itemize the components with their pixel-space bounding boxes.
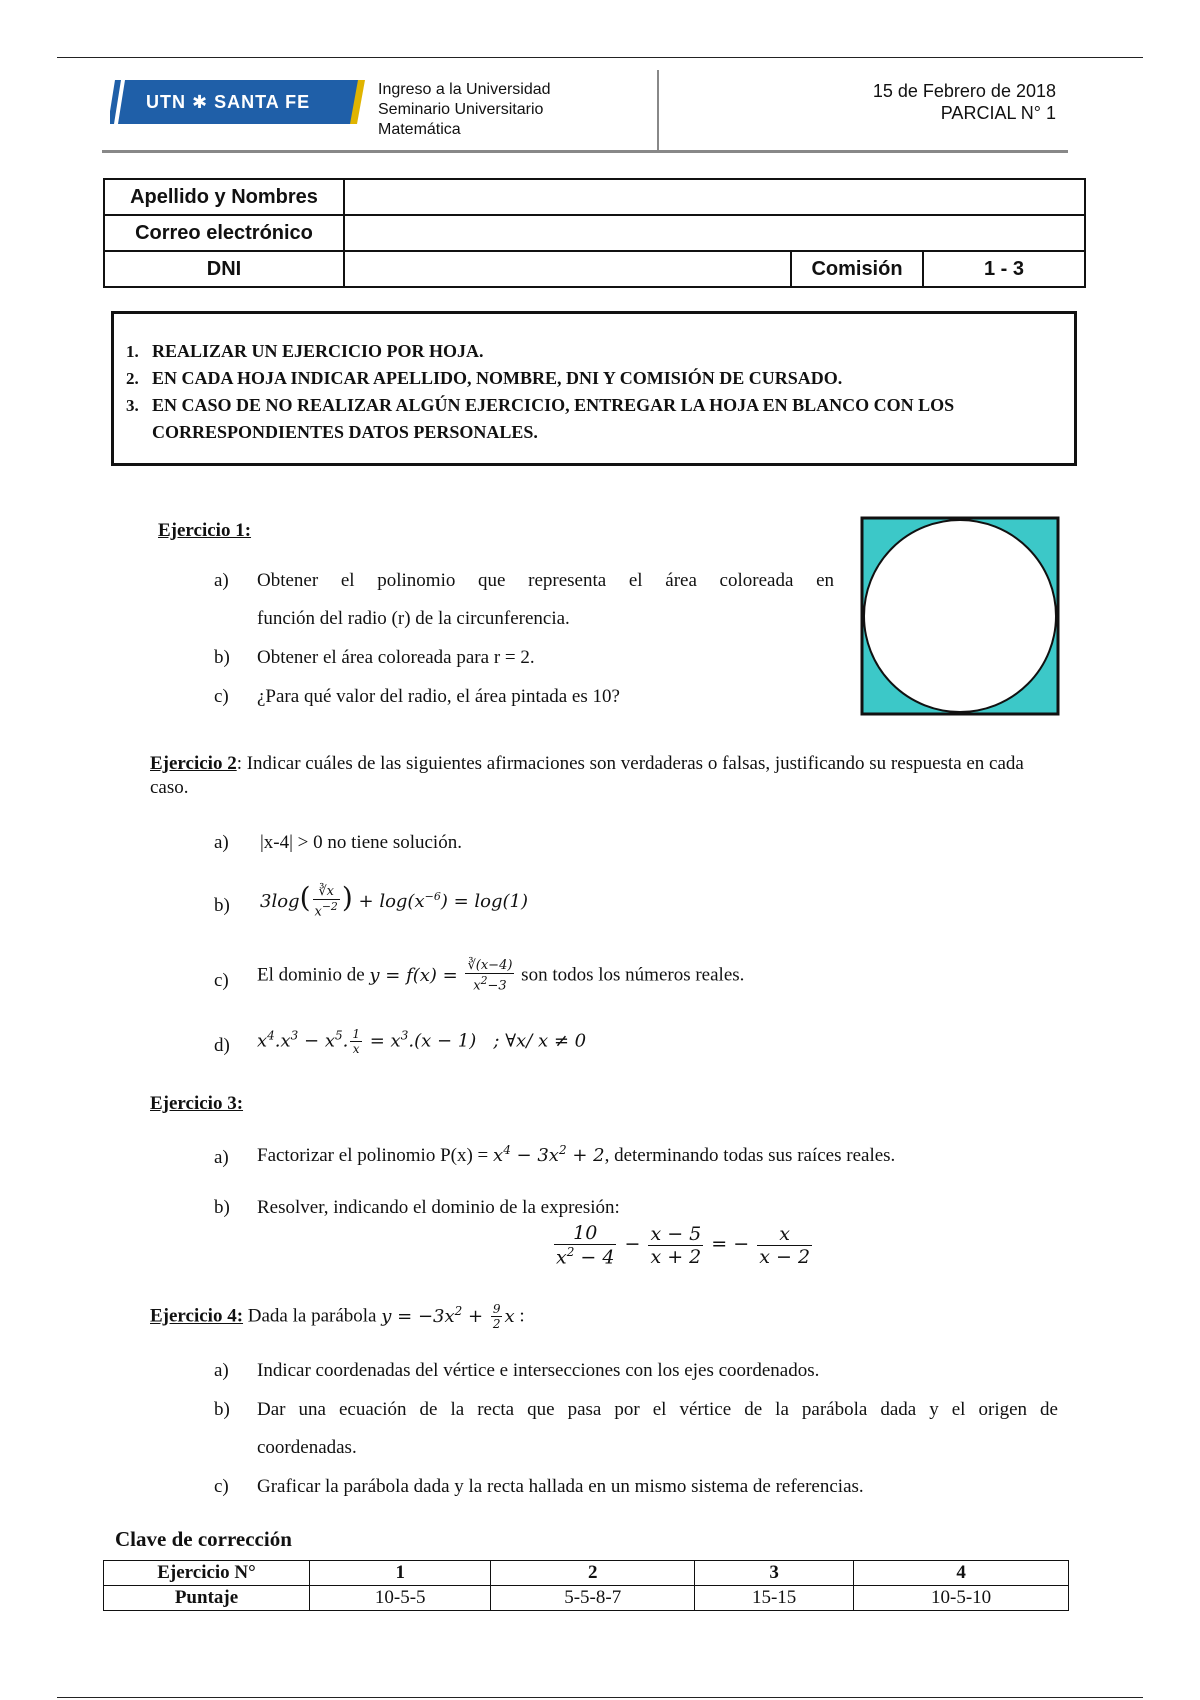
student-info-table xyxy=(103,178,1086,288)
header-line-subject: Matemática xyxy=(378,121,461,138)
email-field[interactable] xyxy=(344,215,1085,251)
ex2-b-equation: 3log( $\frac{∛x}{x^{-2}}$ ) + $\log(x^{-6}) = \log(1)$ xyxy=(260,881,529,920)
commission-label: Comisión xyxy=(791,251,923,287)
grading-title: Clave de corrección xyxy=(115,1527,292,1551)
grading-score: 15-15 xyxy=(695,1586,854,1611)
instruction-item: 2. EN CADA HOJA INDICAR APELLIDO, NOMBRE, DNI Y COMISIÓN DE CURSADO. xyxy=(126,368,843,388)
name-field[interactable] xyxy=(344,179,1085,215)
grading-score: 10-5-10 xyxy=(854,1586,1069,1611)
utn-logo xyxy=(110,80,365,124)
ex4-parabola: $y = -3x^2$ + $\frac{9}{2}$ x xyxy=(381,1302,515,1331)
header-line-university: Ingreso a la Universidad xyxy=(378,81,551,98)
grading-score: 10-5-5 xyxy=(310,1586,491,1611)
instruction-item: 3. EN CASO DE NO REALIZAR ALGÚN EJERCICIO, ENTREGAR LA HOJA EN BLANCO CON LOS CORRESPONDIENTES DATOS PERSONALES. xyxy=(126,395,955,442)
ex4-intro: Ejercicio 4: Dada la parábola $y = -3x^2$ + $\frac{9}{2}$ x : xyxy=(150,1302,525,1331)
ex2-title: Ejercicio 2 xyxy=(150,753,237,774)
grading-exercise-num: 3 xyxy=(695,1561,854,1586)
exam-date: 15 de Febrero de 2018 xyxy=(872,81,1056,101)
header-divider xyxy=(657,70,659,150)
square-circle-figure xyxy=(860,516,1060,716)
ex2-c-equation: y = f(x) = $\frac{∛(x-4)}{x^2-3}$ xyxy=(369,958,513,994)
grading-score: 5-5-8-7 xyxy=(491,1586,695,1611)
commission-value: 1 - 3 xyxy=(923,251,1085,287)
grading-header-label: Ejercicio N° xyxy=(104,1561,310,1586)
dni-label: DNI xyxy=(104,251,344,287)
ex1-title: Ejercicio 1: xyxy=(158,520,252,541)
dni-field[interactable] xyxy=(344,251,791,287)
header-exam-info xyxy=(873,80,1056,124)
bottom-rule xyxy=(57,1697,1143,1698)
top-rule xyxy=(57,57,1143,58)
instruction-item: 1. REALIZAR UN EJERCICIO POR HOJA. xyxy=(126,341,484,361)
header-line-seminar: Seminario Universitario xyxy=(378,101,544,118)
grading-exercise-num: 2 xyxy=(491,1561,695,1586)
grading-score-label: Puntaje xyxy=(104,1586,310,1611)
inscribed-circle xyxy=(864,520,1056,712)
ex3-rational-equation: $\frac{10}{x^2 - 4}$ − $\frac{x - 5}{x + 2}$ = − $\frac{x}{x - 2}$ xyxy=(556,1222,811,1269)
header-course-info xyxy=(378,80,551,140)
exam-number: PARCIAL N° 1 xyxy=(940,103,1056,123)
ex3-title: Ejercicio 3: xyxy=(150,1093,244,1114)
ex2-d-equation: $x^4.x^3 - x^5$. $\frac{1}{x}$ = $x^3.(x - 1)$ ; ∀x/ x ≠ 0 xyxy=(257,1027,587,1056)
ex2-intro-text: : Indicar cuáles de las siguientes afirmaciones son verdaderas o falsas, justificando su respuesta en cada caso. xyxy=(150,753,1024,798)
name-label: Apellido y Nombres xyxy=(104,179,344,215)
instructions-box xyxy=(111,311,1077,466)
ex2-intro xyxy=(150,752,1060,800)
logo-text: UTN ✱ SANTA FE xyxy=(146,92,311,112)
grading-exercise-num: 4 xyxy=(854,1561,1069,1586)
email-label: Correo electrónico xyxy=(104,215,344,251)
grading-table xyxy=(103,1560,1069,1611)
header-underline xyxy=(102,150,1068,153)
grading-exercise-num: 1 xyxy=(310,1561,491,1586)
ex3-polynomial: $x^4 - 3x^2 + 2$ xyxy=(493,1143,605,1166)
